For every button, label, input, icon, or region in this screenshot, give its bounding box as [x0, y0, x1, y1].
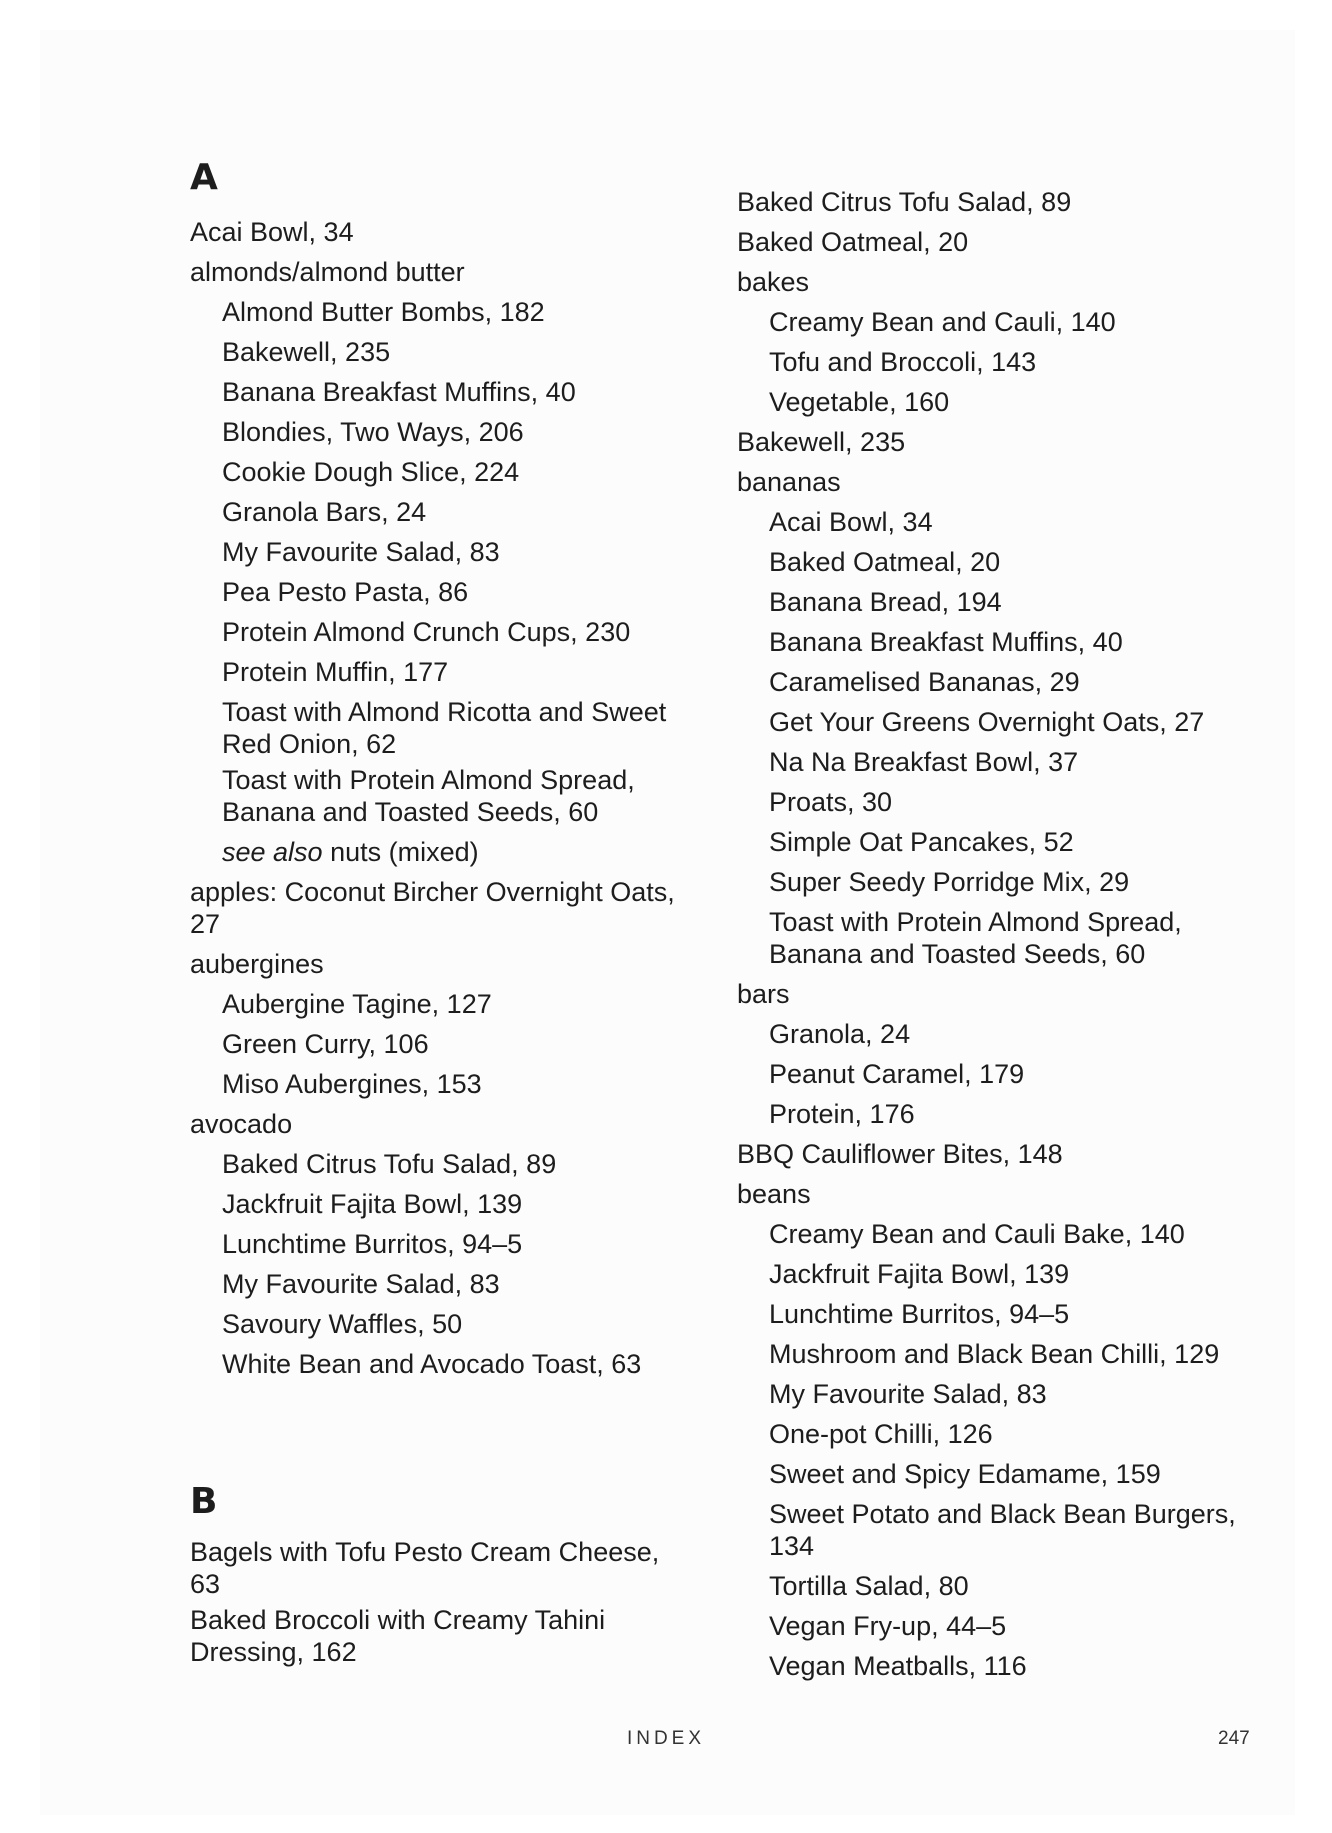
entry-text: Baked Oatmeal, 20 — [737, 227, 969, 257]
entry-text: Banana Bread, 194 — [769, 587, 1002, 617]
index-subentry — [190, 1024, 680, 1064]
index-subentry — [190, 764, 680, 828]
entry-text: Protein, 176 — [769, 1099, 915, 1129]
index-subentry — [737, 1566, 1257, 1606]
entry-text: Miso Aubergines, 153 — [222, 1069, 482, 1099]
entry-text: apples: Coconut Bircher Overnight Oats, 27 — [190, 877, 675, 939]
entry-text: bananas — [737, 467, 841, 497]
entry-text: Banana Breakfast Muffins, 40 — [769, 627, 1123, 657]
index-subentry — [737, 1254, 1257, 1294]
index-entry — [190, 212, 680, 252]
index-entry — [190, 1604, 680, 1668]
entry-text: Creamy Bean and Cauli, 140 — [769, 307, 1116, 337]
index-subentry — [737, 906, 1257, 970]
index-subentry — [737, 542, 1257, 582]
entry-text: Mushroom and Black Bean Chilli, 129 — [769, 1339, 1220, 1369]
index-subentry — [190, 572, 680, 612]
index-subentry — [737, 1294, 1257, 1334]
index-subentry — [737, 1374, 1257, 1414]
entry-text: Caramelised Bananas, 29 — [769, 667, 1080, 697]
entry-text: Simple Oat Pancakes, 52 — [769, 827, 1074, 857]
entry-text: Blondies, Two Ways, 206 — [222, 417, 524, 447]
index-subentry — [190, 1144, 680, 1184]
index-entry — [190, 1104, 680, 1144]
entry-text: Jackfruit Fajita Bowl, 139 — [769, 1259, 1070, 1289]
index-entry — [737, 1134, 1257, 1174]
index-subentry — [737, 1214, 1257, 1254]
section-heading-a: A — [190, 157, 218, 198]
entry-text: BBQ Cauliflower Bites, 148 — [737, 1139, 1063, 1169]
entry-text: White Bean and Avocado Toast, 63 — [222, 1349, 642, 1379]
index-subentry — [737, 1606, 1257, 1646]
index-subentry — [737, 502, 1257, 542]
entry-text: Peanut Caramel, 179 — [769, 1059, 1025, 1089]
entry-text: Almond Butter Bombs, 182 — [222, 297, 545, 327]
entry-text: Bagels with Tofu Pesto Cream Cheese, 63 — [190, 1537, 660, 1599]
index-subentry — [190, 452, 680, 492]
index-subentry — [737, 302, 1257, 342]
index-subentry — [737, 1454, 1257, 1494]
entry-text: Tortilla Salad, 80 — [769, 1571, 969, 1601]
index-column-right — [737, 182, 1257, 1686]
entry-text: Creamy Bean and Cauli Bake, 140 — [769, 1219, 1185, 1249]
entry-text: Jackfruit Fajita Bowl, 139 — [222, 1189, 523, 1219]
index-subentry — [737, 782, 1257, 822]
entry-text: beans — [737, 1179, 811, 1209]
section-heading-b: B — [190, 1481, 218, 1522]
entry-text: Acai Bowl, 34 — [769, 507, 933, 537]
entry-text: Vegan Meatballs, 116 — [769, 1651, 1027, 1681]
entry-text: Baked Broccoli with Creamy Tahini Dressing, 162 — [190, 1605, 606, 1667]
index-subentry — [190, 832, 680, 872]
entry-text: Green Curry, 106 — [222, 1029, 429, 1059]
index-subentry — [737, 662, 1257, 702]
entry-text: Protein Almond Crunch Cups, 230 — [222, 617, 631, 647]
index-subentry — [190, 1224, 680, 1264]
index-entry — [737, 462, 1257, 502]
entry-text: Baked Citrus Tofu Salad, 89 — [737, 187, 1072, 217]
index-subentry — [737, 1054, 1257, 1094]
index-subentry — [190, 1184, 680, 1224]
page-number: 247 — [1218, 1728, 1250, 1749]
index-entry — [190, 252, 680, 292]
index-subentry — [737, 822, 1257, 862]
index-list-b — [190, 1536, 680, 1668]
index-entry — [737, 262, 1257, 302]
entry-text: Granola Bars, 24 — [222, 497, 427, 527]
entry-text: bars — [737, 979, 790, 1009]
entry-text: Toast with Protein Almond Spread, Banana and Toasted Seeds, 60 — [769, 907, 1182, 969]
index-entry — [737, 1174, 1257, 1214]
index-subentry — [737, 1094, 1257, 1134]
index-entry — [737, 182, 1257, 222]
index-list-right — [737, 182, 1257, 1686]
entry-text: Pea Pesto Pasta, 86 — [222, 577, 469, 607]
entry-text: Sweet and Spicy Edamame, 159 — [769, 1459, 1161, 1489]
entry-text: My Favourite Salad, 83 — [769, 1379, 1047, 1409]
index-entry — [190, 1536, 680, 1600]
index-list-a — [190, 212, 680, 1384]
index-subentry — [190, 1064, 680, 1104]
entry-text: Cookie Dough Slice, 224 — [222, 457, 520, 487]
entry-text: Toast with Protein Almond Spread, Banana and Toasted Seeds, 60 — [222, 765, 635, 827]
index-subentry — [737, 382, 1257, 422]
index-subentry — [737, 862, 1257, 902]
index-subentry — [737, 1414, 1257, 1454]
index-subentry — [190, 1304, 680, 1344]
entry-text: Vegetable, 160 — [769, 387, 950, 417]
entry-text: Bakewell, 235 — [737, 427, 906, 457]
index-page — [40, 30, 1295, 1815]
entry-text: Aubergine Tagine, 127 — [222, 989, 492, 1019]
entry-text: My Favourite Salad, 83 — [222, 1269, 500, 1299]
footer-section-label: INDEX — [626, 1728, 706, 1749]
index-subentry — [190, 1344, 680, 1384]
index-subentry — [737, 342, 1257, 382]
index-subentry — [190, 696, 680, 760]
index-subentry — [190, 1264, 680, 1304]
index-subentry — [190, 292, 680, 332]
index-entry — [190, 876, 680, 940]
entry-text: almonds/almond butter — [190, 257, 465, 287]
entry-text: Banana Breakfast Muffins, 40 — [222, 377, 576, 407]
index-subentry — [190, 412, 680, 452]
entry-text: Na Na Breakfast Bowl, 37 — [769, 747, 1079, 777]
entry-text: Toast with Almond Ricotta and Sweet Red Onion, 62 — [222, 697, 667, 759]
cross-reference-label: see also — [222, 837, 323, 867]
index-entry — [190, 944, 680, 984]
index-entry — [737, 422, 1257, 462]
entry-text: Get Your Greens Overnight Oats, 27 — [769, 707, 1205, 737]
entry-text: Bakewell, 235 — [222, 337, 391, 367]
entry-text: Super Seedy Porridge Mix, 29 — [769, 867, 1130, 897]
entry-text: My Favourite Salad, 83 — [222, 537, 500, 567]
index-entry — [737, 974, 1257, 1014]
index-subentry — [190, 332, 680, 372]
entry-text: Acai Bowl, 34 — [190, 217, 354, 247]
index-subentry — [737, 1014, 1257, 1054]
index-subentry — [190, 492, 680, 532]
index-subentry — [190, 652, 680, 692]
index-subentry — [737, 622, 1257, 662]
entry-text: nuts (mixed) — [322, 837, 479, 867]
index-subentry — [737, 702, 1257, 742]
index-subentry — [190, 532, 680, 572]
entry-text: Baked Citrus Tofu Salad, 89 — [222, 1149, 557, 1179]
entry-text: Sweet Potato and Black Bean Burgers, 134 — [769, 1499, 1236, 1561]
entry-text: bakes — [737, 267, 810, 297]
entry-text: Lunchtime Burritos, 94–5 — [222, 1229, 523, 1259]
index-entry — [737, 222, 1257, 262]
entry-text: Lunchtime Burritos, 94–5 — [769, 1299, 1070, 1329]
index-subentry — [190, 372, 680, 412]
entry-text: One-pot Chilli, 126 — [769, 1419, 993, 1449]
entry-text: aubergines — [190, 949, 324, 979]
entry-text: Baked Oatmeal, 20 — [769, 547, 1001, 577]
index-subentry — [190, 984, 680, 1024]
entry-text: avocado — [190, 1109, 293, 1139]
entry-text: Vegan Fry-up, 44–5 — [769, 1611, 1007, 1641]
index-subentry — [190, 612, 680, 652]
index-subentry — [737, 742, 1257, 782]
index-subentry — [737, 1498, 1257, 1562]
index-column-left — [190, 150, 680, 1672]
index-subentry — [737, 582, 1257, 622]
entry-text: Protein Muffin, 177 — [222, 657, 449, 687]
entry-text: Tofu and Broccoli, 143 — [769, 347, 1037, 377]
index-subentry — [737, 1334, 1257, 1374]
entry-text: Savoury Waffles, 50 — [222, 1309, 463, 1339]
index-subentry — [737, 1646, 1257, 1686]
entry-text: Granola, 24 — [769, 1019, 911, 1049]
entry-text: Proats, 30 — [769, 787, 893, 817]
